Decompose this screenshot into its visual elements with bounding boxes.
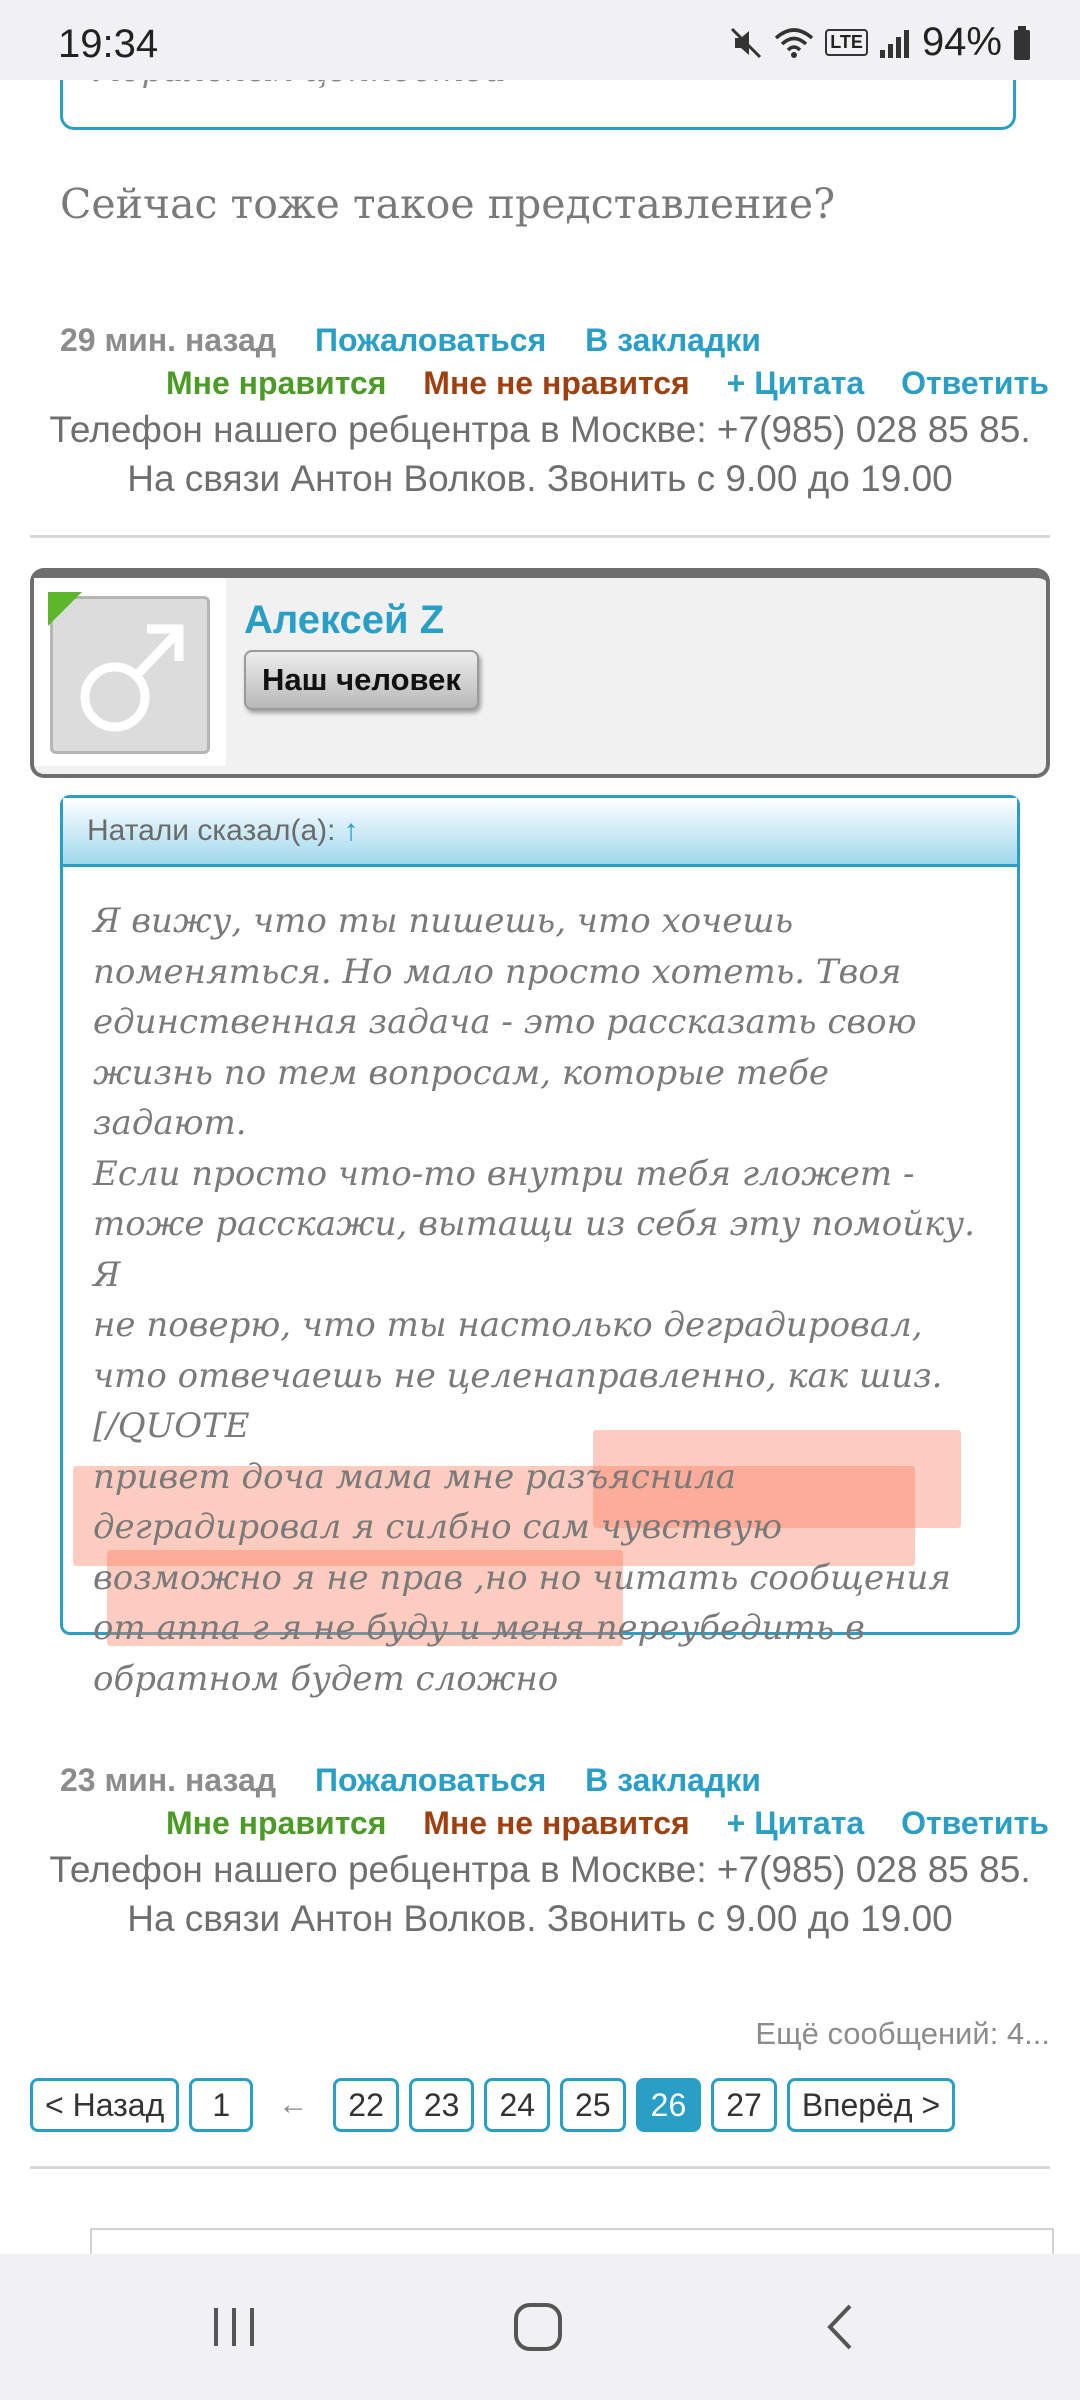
lte-icon: LTE <box>825 29 868 56</box>
post-meta <box>60 1762 791 1799</box>
quote-line: что отвечаешь не целенаправленно, как шиз. <box>93 1355 943 1396</box>
quote-line: единственная задача - это рассказать свою <box>93 1002 917 1042</box>
user-rank-badge: Наш человек <box>244 650 479 710</box>
reply-line: от аппа г я не буду и меня переубедить в <box>93 1608 865 1648</box>
page-first[interactable]: 1 <box>189 2078 253 2132</box>
quote-line: тоже расскажи, вытащи из себя эту помойку. Я <box>93 1204 975 1295</box>
quote-body <box>93 896 993 1704</box>
post-time: 29 мин. назад <box>60 322 277 358</box>
dislike-button[interactable]: Мне не нравится <box>423 365 690 401</box>
user-card <box>30 568 1050 778</box>
quote-author: Натали сказал(а): <box>87 814 336 847</box>
clock: 19:34 <box>58 22 159 66</box>
username-link[interactable]: Алексей Z <box>244 598 445 642</box>
page-27[interactable]: 27 <box>711 2078 777 2132</box>
page-23[interactable]: 23 <box>409 2078 475 2132</box>
reply-line: деградировал я силбно сам чувствую <box>93 1507 783 1547</box>
post-signature: Телефон нашего ребцентра в Москве: +7(985) 028 85 85. На связи Антон Волков. Звонить с 9.00 до 19.00 <box>49 1849 1031 1939</box>
back-icon[interactable] <box>820 2302 860 2352</box>
page-current[interactable]: 26 <box>636 2078 702 2132</box>
page-24[interactable]: 24 <box>484 2078 550 2132</box>
dislike-button[interactable]: Мне не нравится <box>423 1805 690 1841</box>
online-indicator <box>48 592 82 626</box>
quote-line: Я вижу, что ты пишешь, что хочешь <box>93 901 794 941</box>
battery-percent: 94% <box>921 20 1002 64</box>
post-text: Сейчас тоже такое представление? <box>60 180 836 228</box>
reply-line: привет доча мама мне разъяснила <box>93 1456 737 1497</box>
reply-button[interactable]: Ответить <box>901 365 1049 401</box>
like-button[interactable]: Мне нравится <box>166 365 387 401</box>
pagination-divider <box>30 2166 1050 2169</box>
mute-icon <box>729 26 763 60</box>
report-link[interactable]: Пожаловаться <box>314 1762 547 1798</box>
recents-icon[interactable] <box>208 2302 260 2352</box>
post-divider <box>30 535 1050 538</box>
prev-page-button[interactable]: < Назад <box>30 2078 179 2132</box>
quote-jump-link[interactable]: ↑ <box>343 814 359 847</box>
avatar-panel <box>34 578 226 766</box>
bookmark-link[interactable]: В закладки <box>585 322 761 358</box>
quote-line: [/QUOTE <box>93 1406 250 1446</box>
quote-line: Если просто что-то внутри тебя гложет - <box>93 1153 915 1194</box>
post-time: 23 мин. назад <box>60 1762 277 1798</box>
home-icon[interactable] <box>512 2302 566 2352</box>
page-25[interactable]: 25 <box>560 2078 626 2132</box>
reply-line: возможно я не прав ,но но читать сообщения <box>93 1557 951 1598</box>
next-page-button[interactable]: Вперёд > <box>787 2078 955 2132</box>
post-actions <box>166 365 1077 402</box>
post-meta <box>60 322 791 359</box>
quote-line: жизнь по тем вопросам, которые тебе задают. <box>93 1052 829 1143</box>
quote-block <box>60 795 1020 1699</box>
pagination <box>30 2078 965 2132</box>
reply-line: обратном будет сложно <box>93 1658 559 1699</box>
more-messages-link[interactable]: Ещё сообщений: 4... <box>755 2016 1050 2051</box>
post-actions <box>166 1805 1077 1842</box>
quote-header <box>63 798 1017 867</box>
quote-button[interactable]: + Цитата <box>726 1805 865 1841</box>
pagination-gap-arrow: ← <box>278 2088 309 2121</box>
signal-icon <box>878 26 912 60</box>
reply-button[interactable]: Ответить <box>901 1805 1049 1841</box>
system-nav-bar <box>0 2254 1080 2400</box>
quote-button[interactable]: + Цитата <box>726 365 865 401</box>
status-bar <box>0 0 1080 80</box>
quote-line: не поверю, что ты настолько деградировал, <box>93 1305 923 1345</box>
battery-icon <box>1012 25 1032 61</box>
status-icons <box>729 20 1032 65</box>
post-signature: Телефон нашего ребцентра в Москве: +7(985) 028 85 85. На связи Антон Волков. Звонить с 9.00 до 19.00 <box>49 409 1031 499</box>
wifi-icon <box>773 26 815 60</box>
report-link[interactable]: Пожаловаться <box>314 322 547 358</box>
bookmark-link[interactable]: В закладки <box>585 1762 761 1798</box>
page-22[interactable]: 22 <box>333 2078 399 2132</box>
like-button[interactable]: Мне нравится <box>166 1805 387 1841</box>
quote-line: поменяться. Но мало просто хотеть. Твоя <box>93 951 902 992</box>
